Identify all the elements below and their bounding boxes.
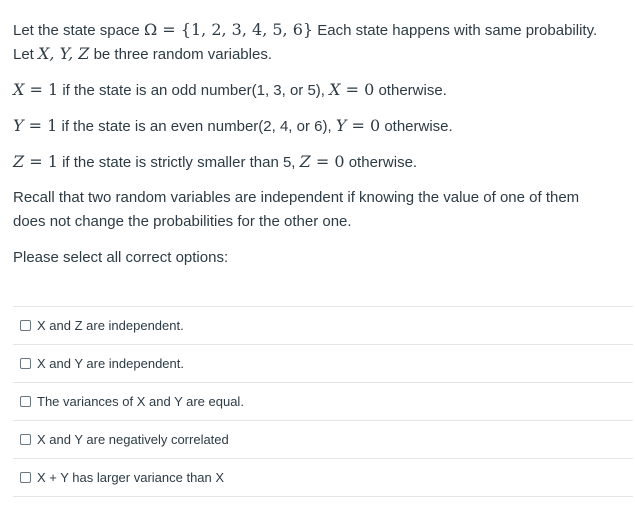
- math-equals-one: = 1: [24, 80, 59, 99]
- independence-note-line-1: Recall that two random variables are independent if knowing the value of one of them: [13, 189, 580, 206]
- variable-z: Z: [13, 152, 25, 171]
- math-equals-zero: = 0: [346, 116, 381, 135]
- definition-x: [13, 78, 447, 103]
- math-expression: [300, 152, 345, 171]
- text-segment: Each state happens with same probability.: [317, 22, 598, 39]
- math-expression: [329, 80, 374, 99]
- definition-y: [13, 114, 453, 139]
- text-segment: be three random variables.: [93, 46, 272, 63]
- instruction-text: Please select all correct options:: [13, 249, 229, 266]
- checkbox-icon[interactable]: [20, 434, 31, 445]
- answer-option[interactable]: [13, 383, 633, 421]
- text-segment: Let: [13, 46, 34, 63]
- text-segment: if the state is an odd number(1, 3, or 5),: [62, 82, 325, 99]
- checkbox-icon[interactable]: [20, 472, 31, 483]
- math-expression: [13, 116, 57, 135]
- math-expression: [336, 116, 380, 135]
- definition-z: [13, 150, 417, 175]
- answer-option[interactable]: [13, 421, 633, 459]
- text-segment: if the state is strictly smaller than 5,: [62, 154, 296, 171]
- independence-note-line-2: does not change the probabilities for the other one.: [13, 213, 352, 230]
- answer-label[interactable]: X + Y has larger variance than X: [37, 470, 225, 485]
- answer-option[interactable]: [13, 307, 633, 345]
- question-paragraph-state-space: [13, 18, 597, 43]
- math-equals-one: = 1: [23, 116, 58, 135]
- variable-z: Z: [299, 152, 311, 171]
- text-segment: Let the state space: [13, 22, 140, 39]
- equals-sign: =: [157, 20, 181, 39]
- answer-label[interactable]: The variances of X and Y are equal.: [37, 394, 244, 409]
- variable-list: X, Y, Z: [38, 44, 90, 63]
- variable-x: X: [329, 80, 341, 99]
- math-equals-zero: = 0: [310, 152, 345, 171]
- math-expression: [13, 152, 58, 171]
- math-equals-zero: = 0: [340, 80, 375, 99]
- variable-y: Y: [13, 116, 24, 135]
- math-expression: [13, 80, 58, 99]
- text-segment: if the state is an even number(2, 4, or 6),: [61, 118, 332, 135]
- text-segment: otherwise.: [384, 118, 453, 135]
- question-paragraph-variables: [13, 42, 272, 67]
- state-set: {1, 2, 3, 4, 5, 6}: [180, 20, 314, 39]
- answer-label[interactable]: X and Z are independent.: [37, 318, 184, 333]
- checkbox-icon[interactable]: [20, 396, 31, 407]
- checkbox-icon[interactable]: [20, 358, 31, 369]
- math-expression: [144, 20, 313, 39]
- math-equals-one: = 1: [24, 152, 58, 171]
- variable-y: Y: [335, 116, 347, 135]
- answer-label[interactable]: X and Y are independent.: [37, 356, 184, 371]
- text-segment: otherwise.: [348, 154, 418, 171]
- answer-option[interactable]: [13, 345, 633, 383]
- variable-x: X: [13, 80, 25, 99]
- answer-options-list: [13, 306, 633, 497]
- answer-label[interactable]: X and Y are negatively correlated: [37, 432, 229, 447]
- answer-option[interactable]: [13, 459, 633, 497]
- checkbox-icon[interactable]: [20, 320, 31, 331]
- omega-symbol: Ω: [143, 20, 158, 39]
- text-segment: otherwise.: [378, 82, 447, 99]
